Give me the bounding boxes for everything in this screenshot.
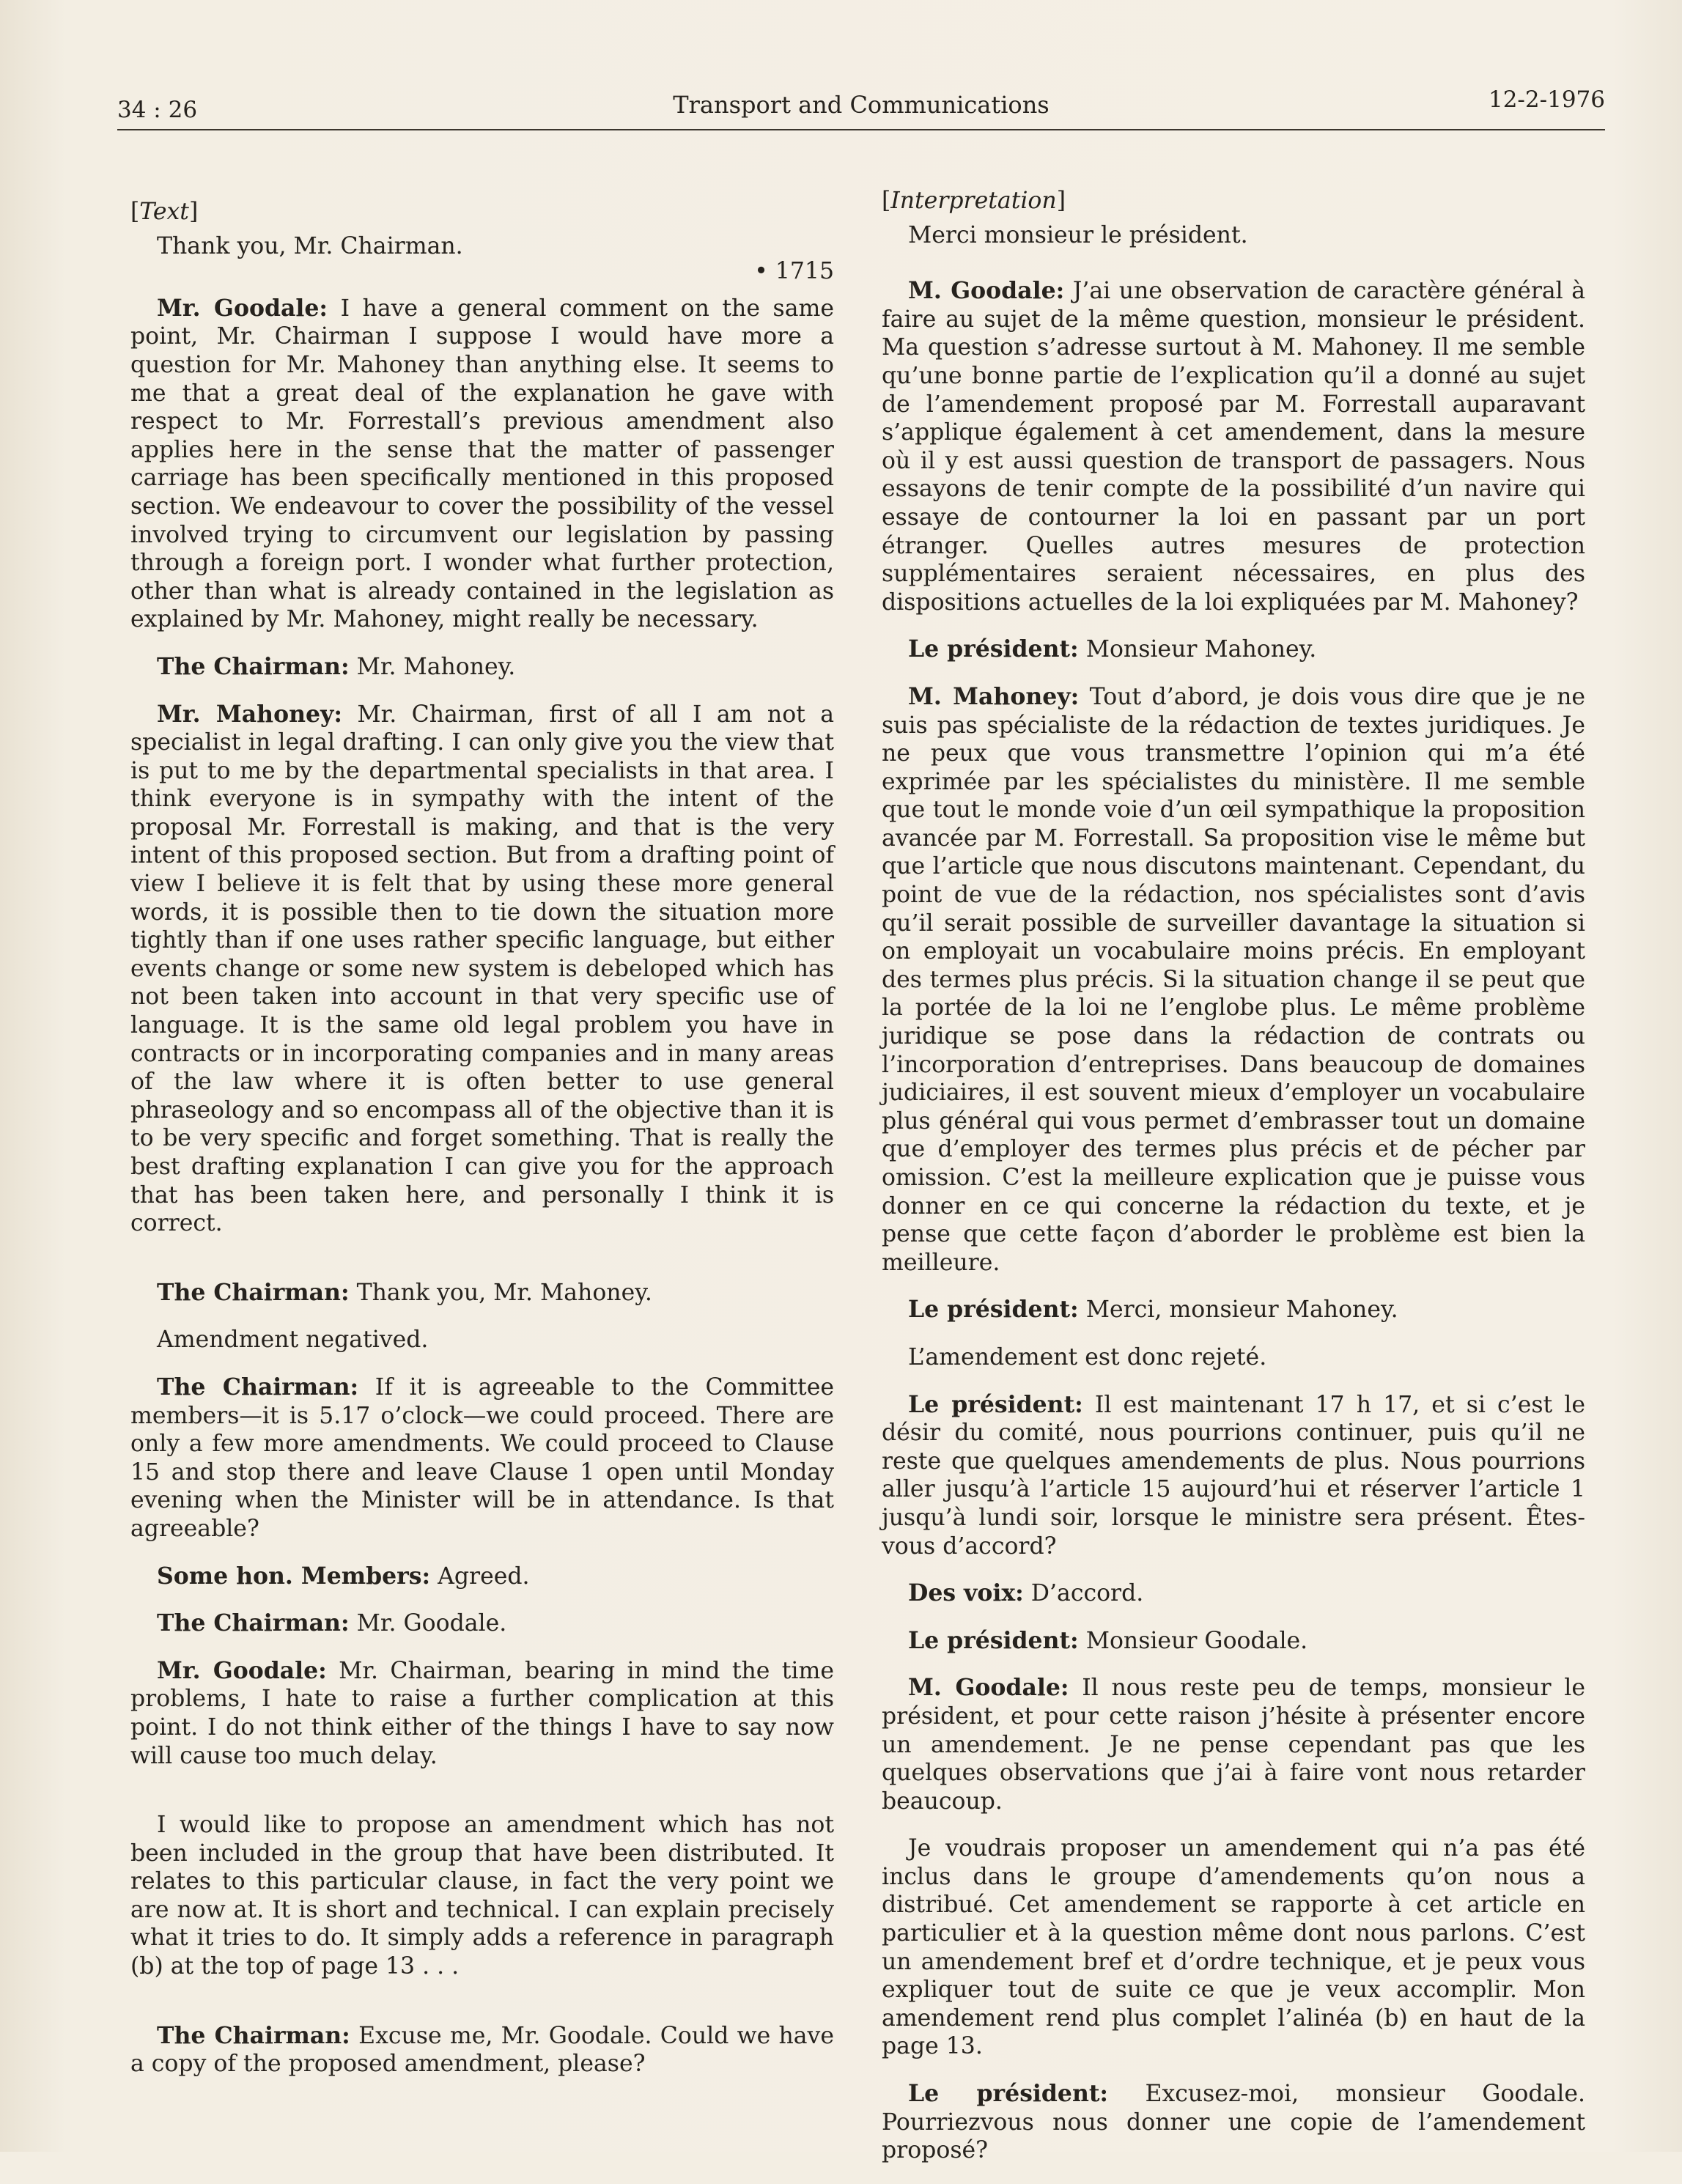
speaker: M. Goodale: [908, 1674, 1069, 1702]
speech: Merci, monsieur Mahoney. [1085, 1296, 1398, 1324]
paragraph [130, 1373, 834, 1543]
paragraph [130, 2022, 834, 2078]
paragraph [130, 1563, 834, 1591]
paragraph: Je voudrais proposer un amendement qui n’a pas été inclus dans le groupe d’amendements qu’on nous a distribué. Cet amendement se rapporte à cet article en particulier et à la question même dont nous parlons. C’est un amendement bref et d’ordre technique, et je peux vous expliquer tout de suite ce que je veux accomplir. Mon amendement rend plus complet l’alinéa (b) en haut de la page 13. [882, 1835, 1585, 2060]
speech: Excuse me, Mr. Goodale. Could we have a copy of the proposed amendment, please? [130, 2022, 834, 2078]
paragraph [882, 2080, 1585, 2165]
speech: Mr. Chairman, first of all I am not a specialist in legal drafting. I can only give you the view that is put to me by the departmental specialists in that area. I think everyone is in sympathy with the intent of the proposal Mr. Forrestall is making, and that is the very intent of this proposed section. But from a drafting point of view I believe it is felt that by using these more general words, it is possible then to tie down the situation more tightly than if one uses rather specific language, but either events change or some new system is debeloped which has not been taken into account in that very specific use of language. It is the same old legal problem you have in contracts or in incorporating companies and in many areas of the law where it is often better to use general phraseology and so encompass all of the objective than it is to be very specific and forget something. That is really the best drafting explanation I can give you for the approach that has been taken here, and personally I think it is correct. [130, 701, 834, 1237]
speech: Monsieur Goodale. [1085, 1627, 1308, 1654]
speech: Mr. Mahoney. [356, 653, 516, 680]
paragraph [130, 295, 834, 634]
paragraph [130, 1609, 834, 1638]
french-column [882, 187, 1585, 2184]
speech: Tout d’abord, je dois vous dire que je ne suis pas spécialiste de la rédaction de textes juridiques. Je ne peux que vous transmettre l’opinion qui m’a été exprimée par les spécialistes du ministère. Il me semble que tout le monde voie d’un œil sympathique la proposition avancée par M. Forrestall. Sa proposition vise le même but que l’article que nous discutons maintenant. Cependant, du point de vue de la rédaction, nos spécialistes sont d’avis qu’il serait possible de surveiller davantage la situation si on employait un vocabulaire moins précis. En employant des termes plus précis. Si la situation change il se peut que la portée de la loi ne l’englobe plus. Le même problème juridique se pose dans la rédaction de contrats ou l’incorporation d’entreprises. Dans beaucoup de domaines judiciaires, il est souvent mieux d’employer un vocabulaire plus général qui vous permet d’embrasser tout un domaine que d’employer des termes plus précis et de pécher par omission. C’est la meilleure explication que je puisse vous donner en ce qui concerne la rédaction du texte, et je pense que cette façon d’aborder le problème est bien la meilleure. [882, 683, 1586, 1276]
paragraph: Thank you, Mr. Chairman. [157, 232, 463, 259]
speech: I have a general comment on the same point, Mr. Chairman I suppose I would have more a question for Mr. Mahoney than anything else. It seems to me that a great deal of the explanation he gave with respect to Mr. Forrestall’s previous amendment also applies here in the sense that the matter of passenger carriage has been specifically mentioned in this proposed section. We endeavour to cover the possibility of the vessel involved trying to circumvent our legislation by passing through a foreign port. I wonder what further protection, other than what is already contained in the legislation as explained by Mr. Mahoney, might really be necessary. [130, 295, 834, 633]
spacer [130, 1789, 834, 1811]
speaker: Some hon. Members: [157, 1562, 431, 1590]
time-marker: • 1715 [754, 258, 834, 285]
speaker: Mr. Mahoney: [157, 700, 342, 728]
paragraph [882, 1674, 1585, 1815]
interpretation-language-tag: [Interpretation] [882, 188, 1066, 214]
speech: Mr. Chairman, bearing in mind the time problems, I hate to raise a further complication at this point. I do not think either of the things I have to say now will cause too much delay. [130, 1657, 835, 1769]
speech: J’ai une observation de caractère général à faire au sujet de la même question, monsieur le président. Ma question s’adresse surtout à M. Mahoney. Il me semble qu’une bonne partie de l’explication qu’il a donné au sujet de l’amendement proposé par M. Forrestall auparavant s’applique également à cet amendement, dans la mesure où il y est aussi question de transport de passagers. Nous essayons de tenir compte de la possibilité d’un navire qui essaye de contourner la loi en passant par un port étranger. Quelles autres mesures de protection supplémentaires seraient nécessaires, en plus des dispositions actuelles de la loi expliquées par M. Mahoney? [882, 278, 1586, 616]
speech: Thank you, Mr. Mahoney. [356, 1279, 652, 1306]
speaker: Mr. Goodale: [157, 294, 328, 322]
paragraph [130, 701, 834, 1238]
speech: Il est maintenant 17 h 17, et si c’est le désir du comité, nous pourrions continuer, puis qu’il ne reste que quelques amendements de plus. Nous pourrions aller jusqu’à l’article 15 aujourd’hui et réserver l’article 1 jusqu’à lundi soir, lorsque le ministre sera présent. Êtes-vous d’accord? [882, 1391, 1585, 1560]
speaker: M. Goodale: [908, 277, 1065, 305]
english-column [130, 198, 834, 2098]
speech: Monsieur Mahoney. [1085, 636, 1317, 663]
speaker: Des voix: [908, 1579, 1024, 1607]
paragraph [130, 1279, 834, 1307]
speaker: The Chairman: [157, 2021, 350, 2049]
paragraph [882, 635, 1585, 664]
speech: Mr. Goodale. [356, 1610, 507, 1637]
paragraph [130, 653, 834, 682]
spacer [130, 2000, 834, 2022]
speech: Excusez-moi, monsieur Goodale. Pourriezvous nous donner une copie de l’amendement proposé? [882, 2081, 1586, 2164]
running-title: Transport and Communications [673, 91, 1050, 119]
page-header [117, 86, 1605, 130]
paragraph [882, 1627, 1585, 1656]
speech: Il nous reste peu de temps, monsieur le président, et pour cette raison j’hésite à présenter encore un amendement. Je ne pense cependant pas que les quelques observations que j’ai à faire vont nous retarder beaucoup. [882, 1675, 1586, 1815]
spacer [130, 1257, 834, 1279]
speech: D’accord. [1030, 1580, 1144, 1607]
speaker: Le président: [908, 635, 1079, 663]
speaker: The Chairman: [157, 1609, 350, 1637]
speaker: Le président: [908, 2080, 1109, 2108]
speaker: M. Mahoney: [908, 682, 1080, 710]
paragraph [882, 277, 1585, 616]
text-language-tag: [Text] [130, 199, 199, 225]
speaker: Le président: [908, 1390, 1083, 1418]
speaker: Le président: [908, 1626, 1079, 1654]
paragraph [882, 1579, 1585, 1608]
speaker: The Chairman: [157, 1278, 350, 1306]
speaker: Le président: [908, 1296, 1079, 1324]
paragraph: I would like to propose an amendment which has not been included in the group that have been distributed. It relates to this particular clause, in fact the very point we are now at. It is short and technical. I can explain precisely what it tries to do. It simply adds a reference in paragraph (b) at the top of page 13 . . . [130, 1812, 834, 1980]
paragraph: Merci monsieur le président. [908, 221, 1248, 248]
speaker: The Chairman: [157, 652, 350, 680]
paragraph [882, 683, 1585, 1277]
paragraph: L’amendement est donc rejeté. [908, 1343, 1267, 1370]
paragraph: Amendment negatived. [157, 1327, 429, 1354]
paragraph [130, 1657, 834, 1770]
paragraph [882, 1391, 1585, 1561]
header-date: 12-2-1976 [1488, 86, 1605, 113]
speech: If it is agreeable to the Committee members—it is 5.17 o’clock—we could proceed. There are only a few more amendments. We could proceed to Clause 15 and stop there and leave Clause 1 open until Monday evening when the Minister will be in attendance. Is that agreeable? [130, 1373, 834, 1542]
speaker: The Chairman: [157, 1373, 359, 1401]
speaker: Mr. Goodale: [157, 1656, 327, 1684]
speech: Agreed. [438, 1563, 530, 1590]
paragraph [882, 1296, 1585, 1324]
page-number: 34 : 26 [117, 97, 198, 123]
